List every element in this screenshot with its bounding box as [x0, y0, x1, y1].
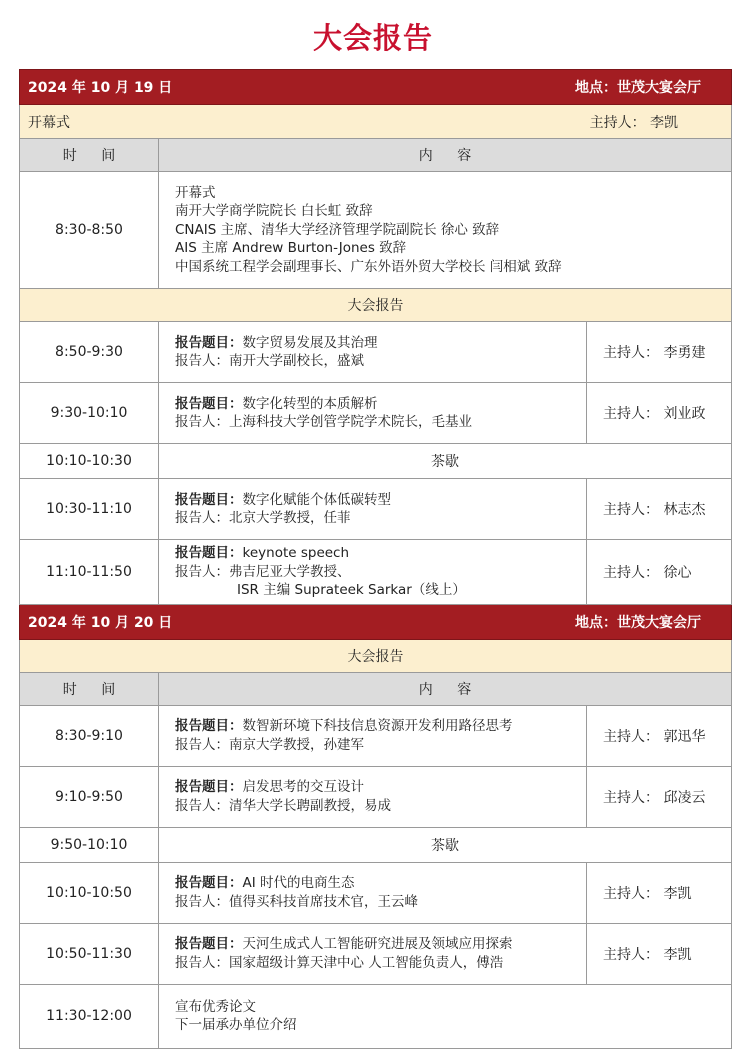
column-header-content: 内 容 [418, 681, 482, 698]
table-row [20, 827, 732, 862]
section-label: 大会报告 [20, 289, 732, 322]
tea-break: 茶歇 [159, 827, 732, 862]
table-row [20, 444, 732, 479]
session-time: 10:10-10:30 [20, 444, 159, 479]
speaker-label: 报告人： [175, 797, 229, 814]
table-row [20, 862, 732, 923]
opening-line: 中国系统工程学会副理事长、广东外语外贸大学校长 闫相斌 致辞 [175, 258, 562, 275]
opening-line: 南开大学商学院院长 白长虹 致辞 [175, 203, 373, 220]
talk-topic: 数字化转型的本质解析 [242, 395, 378, 412]
session-time: 11:30-12:00 [20, 984, 159, 1048]
ceremony-bar [20, 105, 732, 139]
talk-content [159, 479, 587, 540]
talk-content [159, 322, 587, 383]
talk-topic: 数字化赋能个体低碳转型 [242, 491, 391, 508]
section-bar [20, 289, 732, 322]
day2-date: 2024 年 10 月 20 日 [28, 614, 173, 631]
tea-break: 茶歇 [159, 444, 732, 479]
talk-content [159, 766, 587, 827]
speaker-label: 报告人： [175, 414, 229, 430]
table-row [20, 540, 732, 605]
section-bar [20, 639, 732, 672]
talk-content [159, 705, 587, 766]
schedule-table [19, 69, 732, 1049]
column-header-time: 时 间 [62, 681, 126, 698]
section-label: 大会报告 [20, 639, 732, 672]
ceremony-host: 主持人： 李凯 [589, 114, 679, 131]
column-header-row [20, 672, 732, 705]
talk-content [159, 923, 587, 984]
column-header-row [20, 139, 732, 172]
talk-speaker: 值得买科技首席技术官，王云峰 [229, 893, 418, 910]
session-time: 9:50-10:10 [20, 827, 159, 862]
day1-location: 地点：世茂大宴会厅 [575, 80, 702, 96]
table-row [20, 172, 732, 289]
speaker-label: 报告人： [175, 563, 229, 580]
topic-label: 报告题目： [175, 491, 243, 508]
session-host: 主持人： 李凯 [587, 923, 732, 984]
talk-topic: AI 时代的电商生态 [242, 875, 355, 891]
table-row [20, 705, 732, 766]
topic-label: 报告题目： [175, 779, 243, 795]
talk-speaker: 上海科技大学创管学院学术院长，毛基业 [229, 414, 472, 430]
column-header-content: 内 容 [418, 148, 482, 164]
talk-speaker: 国家超级计算天津中心 人工智能负责人，傅浩 [229, 954, 504, 971]
talk-topic: keynote speech [242, 545, 350, 561]
day1-header [20, 70, 732, 105]
session-host: 主持人： 林志杰 [587, 479, 732, 540]
talk-content [159, 540, 587, 605]
table-row [20, 383, 732, 444]
talk-speaker: 南开大学副校长，盛斌 [229, 353, 364, 369]
session-time: 11:10-11:50 [20, 540, 159, 605]
speaker-label: 报告人： [175, 954, 229, 971]
page-title: 大会报告 [312, 21, 433, 55]
opening-line: AIS 主席 Andrew Burton-Jones 致辞 [175, 240, 407, 257]
session-time: 8:30-9:10 [20, 705, 159, 766]
talk-speaker: 南京大学教授，孙建军 [229, 736, 364, 753]
talk-topic: 数字贸易发展及其治理 [242, 334, 378, 351]
talk-speaker: 清华大学长聘副教授，易成 [229, 797, 391, 814]
closing-line: 宣布优秀论文 [175, 998, 256, 1015]
talk-speaker: 弗吉尼亚大学教授、 [229, 563, 351, 580]
session-host: 主持人： 刘业政 [587, 383, 732, 444]
opening-line: CNAIS 主席、清华大学经济管理学院副院长 徐心 致辞 [175, 221, 500, 238]
session-time: 10:10-10:50 [20, 862, 159, 923]
session-time: 10:50-11:30 [20, 923, 159, 984]
talk-topic: 启发思考的交互设计 [242, 779, 364, 795]
speaker-label: 报告人： [175, 893, 229, 910]
talk-speaker: 北京大学教授，任菲 [229, 510, 351, 526]
session-host: 主持人： 徐心 [587, 540, 732, 605]
talk-topic: 天河生成式人工智能研究进展及领域应用探索 [242, 936, 513, 952]
session-host: 主持人： 李勇建 [587, 322, 732, 383]
closing-line: 下一届承办单位介绍 [175, 1017, 297, 1033]
talk-content [159, 383, 587, 444]
table-row [20, 923, 732, 984]
topic-label: 报告题目： [175, 545, 243, 561]
session-time: 9:10-9:50 [20, 766, 159, 827]
day2-location: 地点：世茂大宴会厅 [575, 614, 702, 631]
session-time: 8:30-8:50 [20, 172, 159, 289]
session-time: 10:30-11:10 [20, 479, 159, 540]
table-row [20, 766, 732, 827]
ceremony-label: 开幕式 [28, 114, 70, 131]
topic-label: 报告题目： [175, 395, 243, 412]
talk-content [159, 862, 587, 923]
column-header-time: 时 间 [62, 148, 126, 164]
talk-speaker-line2: ISR 主编 Suprateek Sarkar（线上） [237, 582, 466, 598]
topic-label: 报告题目： [175, 875, 243, 891]
topic-label: 报告题目： [175, 334, 243, 351]
speaker-label: 报告人： [175, 353, 229, 369]
opening-line: 开幕式 [175, 184, 216, 201]
session-time: 8:50-9:30 [20, 322, 159, 383]
session-time: 9:30-10:10 [20, 383, 159, 444]
session-host: 主持人： 李凯 [587, 862, 732, 923]
speaker-label: 报告人： [175, 510, 229, 526]
session-host: 主持人： 郭迅华 [587, 705, 732, 766]
talk-topic: 数智新环境下科技信息资源开发利用路径思考 [242, 718, 513, 734]
topic-label: 报告题目： [175, 936, 243, 952]
day1-date: 2024 年 10 月 19 日 [28, 80, 173, 96]
speaker-label: 报告人： [175, 736, 229, 753]
table-row [20, 479, 732, 540]
table-row [20, 984, 732, 1048]
topic-label: 报告题目： [175, 718, 243, 734]
closing-content [159, 984, 732, 1048]
day2-header [20, 604, 732, 639]
session-host: 主持人： 邱凌云 [587, 766, 732, 827]
opening-content [159, 172, 732, 289]
table-row [20, 322, 732, 383]
